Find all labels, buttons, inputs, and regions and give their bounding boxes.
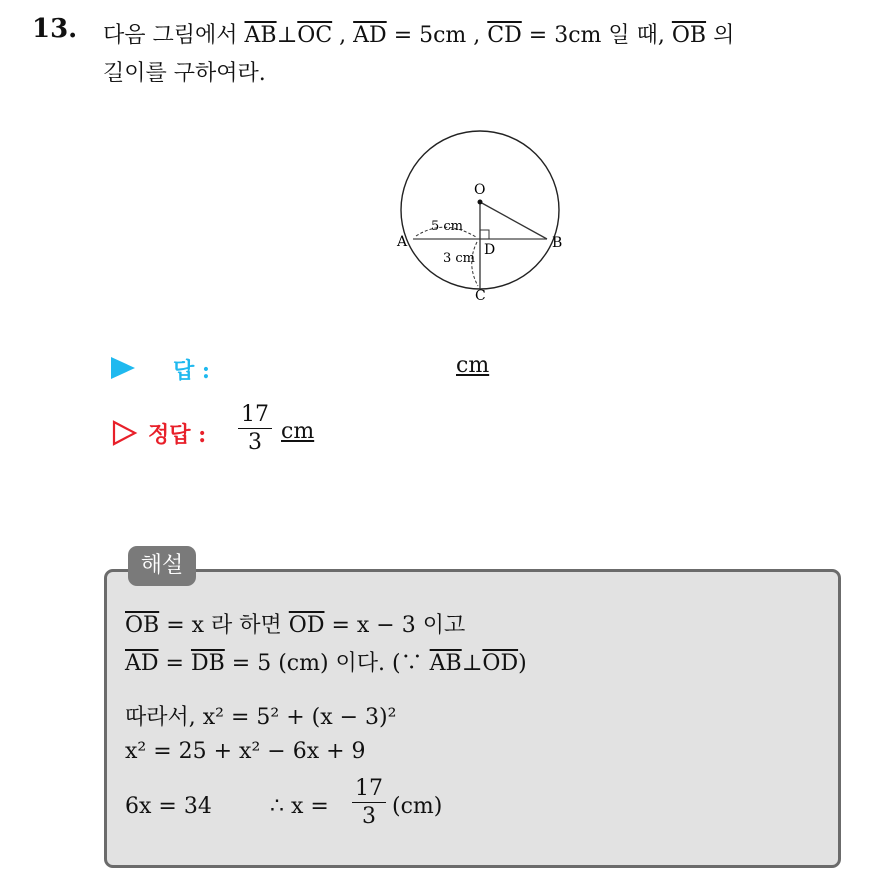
expl-l2-mid: = 5 (cm) 이다. (231, 651, 386, 676)
answer-arrow-icon (111, 357, 135, 379)
cd-value: = 3cm 일 때, (528, 23, 665, 48)
explanation-line-5-lhs: 6x = 34 (125, 794, 212, 819)
segment-ob: $\overline{OB}$ (125, 613, 160, 638)
question-line-1 (103, 18, 734, 49)
segment-ab: $\overline{AB}$ (429, 651, 462, 676)
correct-fraction (238, 402, 272, 457)
explanation-line-1 (125, 608, 465, 639)
expl-l2-paren-close: ) (518, 651, 527, 676)
center-point (478, 200, 483, 205)
segment-ab: $\overline{AB}$ (244, 23, 277, 48)
comma: , (339, 23, 347, 48)
label-a: A (397, 234, 408, 250)
question-text-post: 의 (713, 23, 735, 48)
label-o: O (474, 182, 486, 198)
segment-od: $\overline{OD}$ (482, 651, 519, 676)
label-b: B (552, 235, 563, 251)
explanation-line-2 (125, 646, 527, 677)
segment-ad: $\overline{AD}$ (353, 23, 387, 48)
expl-l1-end: = x − 3 이고 (331, 613, 466, 638)
answer-unit: cm (456, 353, 490, 378)
label-length-cd: 3 cm (443, 251, 476, 266)
segment-cd: $\overline{CD}$ (487, 23, 522, 48)
explanation-line-5-therefore: ∴ x = (270, 794, 329, 819)
segment-ad: $\overline{AD}$ (125, 651, 159, 676)
circle-diagram (380, 118, 580, 308)
explanation-line-5-unit: (cm) (392, 794, 443, 819)
explanation-line-4: x² = 25 + x² − 6x + 9 (125, 739, 366, 764)
answer-label: 답 : (173, 358, 211, 384)
explanation-tab: 해설 (128, 546, 196, 586)
question-text-pre: 다음 그림에서 (103, 23, 238, 48)
correct-numerator: 17 (238, 402, 272, 429)
expl-l2-paren-open: (∵ (392, 651, 423, 676)
perp-symbol: ⊥ (461, 651, 483, 676)
explanation-line-3: 따라서, x² = 5² + (x − 3)² (125, 705, 397, 730)
segment-od: $\overline{OD}$ (288, 613, 325, 638)
label-length-ad: 5 cm (431, 219, 464, 234)
question-number: 13. (32, 14, 78, 44)
question-line-2: 길이를 구하여라. (103, 61, 266, 86)
segment-ob: $\overline{OB}$ (671, 23, 707, 48)
expl-l2-eq: = (165, 651, 184, 676)
correct-label: 정답 : (148, 422, 207, 448)
right-angle-mark (480, 230, 489, 239)
correct-denominator: 3 (248, 430, 262, 455)
segment-db: $\overline{DB}$ (190, 651, 225, 676)
label-d: D (484, 242, 496, 258)
ad-value: = 5cm , (393, 23, 481, 48)
perp-symbol: ⊥ (276, 23, 298, 48)
expl-numerator: 17 (352, 776, 386, 803)
correct-arrow-icon (112, 420, 138, 446)
correct-unit: cm (281, 419, 315, 444)
label-c: C (475, 288, 486, 304)
expl-l1-mid: = x 라 하면 (166, 613, 282, 638)
expl-denominator: 3 (362, 804, 376, 829)
segment-oc: $\overline{OC}$ (297, 23, 333, 48)
radius-ob (480, 202, 547, 239)
explanation-fraction (352, 776, 386, 831)
